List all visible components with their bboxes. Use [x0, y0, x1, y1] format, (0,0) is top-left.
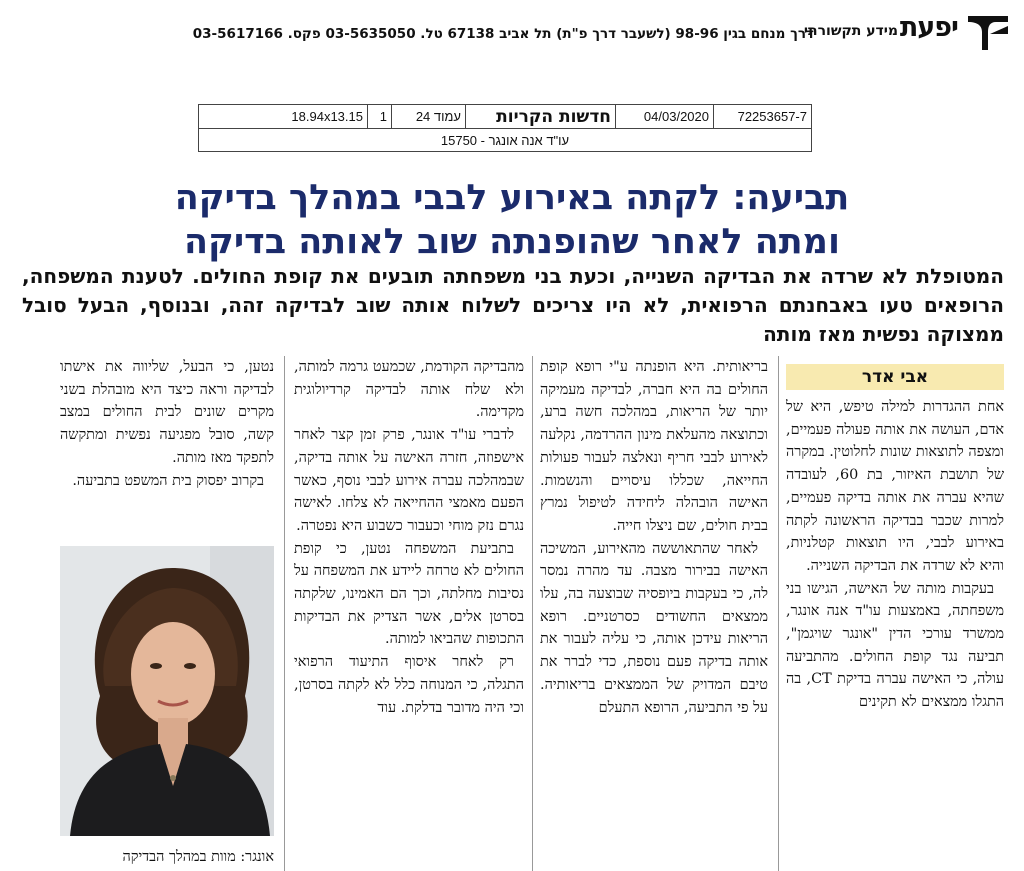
clip-id: 72253657-7: [713, 105, 811, 129]
paragraph: בתביעת המשפחה נטען, כי קופת החולים לא טרחה ליידע את המשפחה על נסיבות מחלתה, וכך הם האמינו, שלקתה בסרטן אלים, אשר הצדיק את הבדיקות התכופות שהביאו למותה.: [294, 540, 524, 648]
paragraph: לדברי עו"ד אונגר, פרק זמן קצר לאחר אישפוזה, חזרה האישה על אותה בדיקה, שבמהלכה עברה אירוע לבבי נוסף, כאשר הפעם מאמצי ההחייאה לא צלחו. לאישה נגרם נזק מוחי וכעבור כשבוע היא נפטרה.: [294, 427, 524, 534]
column-divider: [284, 356, 285, 871]
publication-name: חדשות הקריות: [465, 105, 615, 129]
page-number: עמוד 24: [391, 105, 465, 129]
paragraph: בקרוב יפסוק בית המשפט בתביעה.: [72, 472, 264, 489]
paragraph: בעקבות מותה של האישה, הגישו בני משפחתה, באמצעות עו"ד אנה אונגר, ממשרד עורכי הדין "אונגר שויגמן", תביעה נגד קופת החולים. מהתביעה עולה, כי האישה עברה בדיקת CT, בה התגלו ממצאים לא תקינים: [786, 580, 1004, 711]
paragraph: רק לאחר איסוף התיעוד הרפואי התגלה, כי המנוחה כלל לא לקתה בסרטן, וכי היה מדובר בדלקת. עוד: [294, 654, 524, 716]
body-column-2: [540, 356, 768, 871]
headline-line-2: ומתה לאחר שהופנתה שוב לאותה בדיקה: [184, 222, 840, 262]
contact-line: דרך מנחם בגין 98-96 (לשעבר דרך פ"ת) תל אביב 67138 טל. 03-5635050 פקס. 03-5617166: [192, 26, 814, 42]
paragraph: נטען, כי הבעל, שליווה את אישתו לבדיקה וראה כיצד היא מובהלת בשני מקרים שונים לבית החולים במצב קשה, סובל מפגיעה נפשית ומתקשה לתפקד מאז מותה.: [60, 359, 274, 466]
logo-subtitle: מידע תקשורתי: [803, 23, 898, 39]
paragraph: בריאותית. היא הופנתה ע"י רופא קופת החולים בה היא חברה, לבדיקה מעמיקה יותר של הריאות, במהלכה חשה ברע, וכתוצאה מהעלאת מינון ההרדמה, נקלעה לאירוע לבבי חריף ונאלצה לעבור פעולות החייאה, שכללו עיסויים והנשמות. האישה הובהלה ליחידה לטיפול נמרץ בבית חולים, שם ניצלו חייה.: [540, 359, 768, 534]
clipping-meta-table: [198, 104, 812, 152]
logo-name: יפעת: [899, 12, 958, 43]
meta-row: [199, 105, 811, 129]
yifat-logo: [803, 12, 1010, 54]
column-divider: [532, 356, 533, 871]
clip-size: 18.94x13.15: [291, 109, 363, 124]
paragraph: לאחר שהתאוששה מהאירוע, המשיכה האישה בבירור מצבה. עד מהרה נמסר לה, כי בעקבות ביופסיה שבוצעה בה, עלו ממצאים החשודים כסרטניים. רופא הריאות עידכן אותה, כי עליה לעבור את אותה בדיקה פעם נוספת, כדי לברר את טיבם המדויק של הממצאים בריאותיה. על פי התביעה, הרופא התעלם: [540, 540, 768, 716]
body-column-3: [294, 356, 524, 871]
article-headline: [20, 176, 1004, 264]
yifat-logo-icon: [966, 14, 1010, 52]
paragraph: אחת ההגדרות למילה טיפש, היא של אדם, העושה את אותה פעולה פעמיים, ומצפה לתוצאות שונות לחלוטין. במקרה של תושבת האיזור, בת 60, לעובדה שהיא עברה את אותה בדיקה פעמיים, למרות שכבר בבדיקה הראשונה לקתה באירוע לבבי, היו תוצאות קטלניות, והיא לא שרדה את הבדיקה השנייה.: [786, 399, 1004, 574]
headline-line-1: תביעה: לקתה באירוע לבבי במהלך בדיקה: [174, 178, 850, 218]
photo-caption: אונגר: מוות במהלך הבדיקה: [122, 849, 274, 866]
author-byline: אבי אדר: [786, 364, 1004, 390]
portrait-image: [60, 546, 274, 836]
article-subheadline: המטופלת לא שרדה את הבדיקה השנייה, וכעת בני משפחתה תובעים את קופת החולים. לטענת המשפחה, הרופאים טעו באבחנתם הרפואית, לא היו צריכים לשלוח אותה שוב לבדיקה זהה, ובנוסף, הבעל סובל ממצוקה נפשית מאז מותה: [22, 264, 1004, 346]
body-column-1: [786, 396, 1004, 871]
clip-date: 04/03/2020: [615, 105, 713, 129]
clip-count: 1: [367, 105, 391, 129]
column-divider: [778, 356, 779, 871]
clip-subject: עו"ד אנה אונגר - 15750: [440, 133, 570, 148]
author-photo: [60, 546, 274, 836]
paragraph: מהבדיקה הקודמת, שכמעט גרמה למותה, ולא שלח אותה לבדיקה קרדיולוגית מקדימה.: [294, 359, 524, 421]
